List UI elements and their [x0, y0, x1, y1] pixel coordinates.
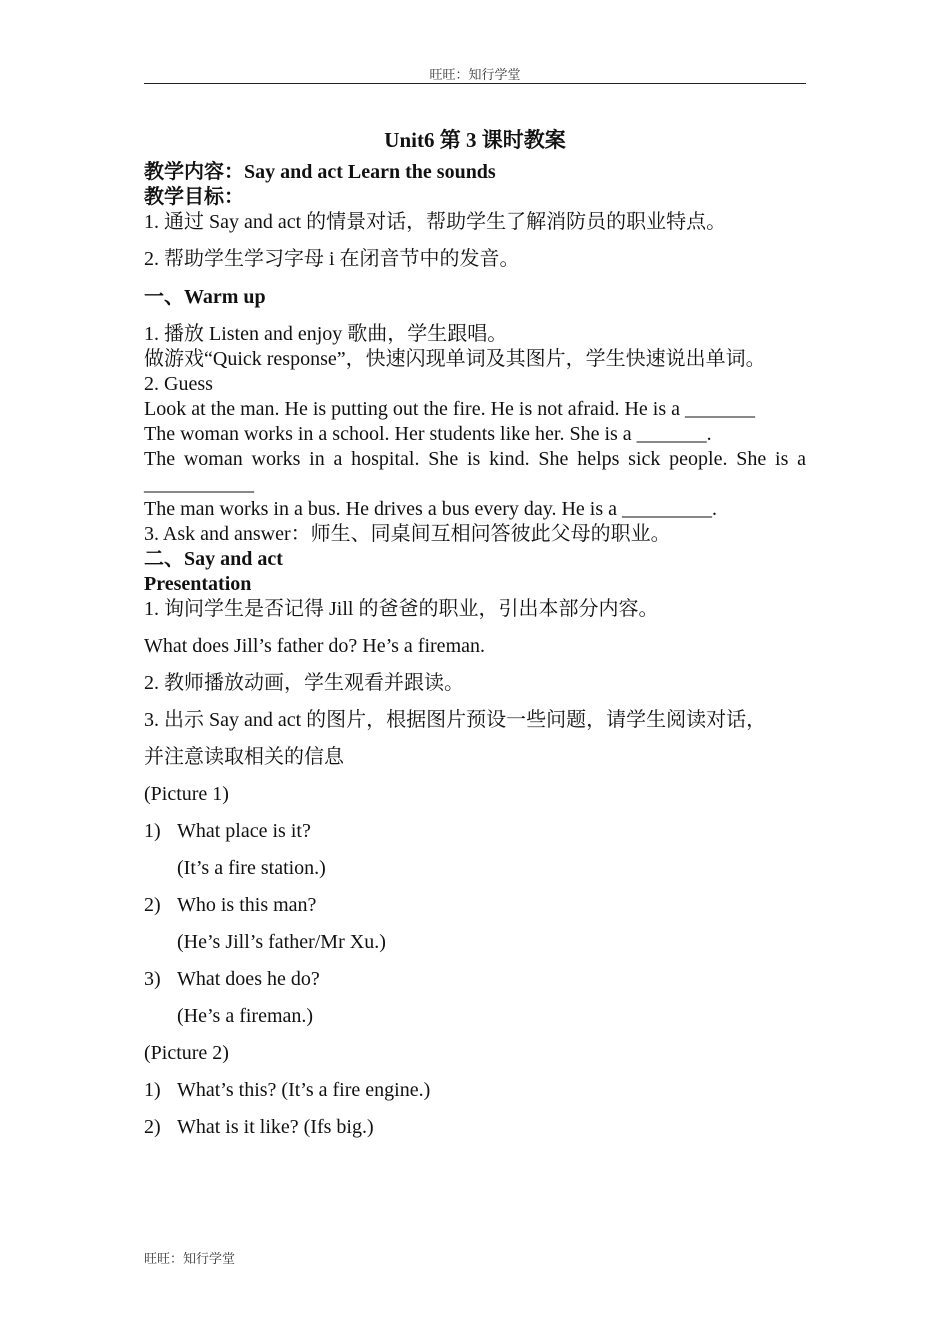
picture-1-label: (Picture 1) [144, 783, 229, 805]
picture-2-label: (Picture 2) [144, 1042, 229, 1064]
item-question: What’s this? (It’s a fire engine.) [177, 1079, 431, 1101]
warm-up-step-1: 1. 播放 Listen and enjoy 歌曲，学生跟唱。 [144, 323, 508, 345]
item-number: 1) [144, 820, 161, 842]
teaching-content: 教学内容：Say and act Learn the sounds [144, 161, 496, 183]
presentation-step-3: 3. 出示 Say and act 的图片，根据图片预设一些问题，请学生阅读对话， [144, 709, 767, 731]
goal-2: 2. 帮助学生学习字母 i 在闭音节中的发音。 [144, 248, 520, 270]
page-header: 旺旺：知行学堂 [429, 67, 521, 82]
guess-sentence-1: Look at the man. He is putting out the fire. He is not afraid. He is a _______ [144, 398, 755, 420]
goal-1: 1. 通过 Say and act 的情景对话，帮助学生了解消防员的职业特点。 [144, 211, 727, 233]
warm-up-step-2: 2. Guess [144, 373, 213, 395]
item-number: 3) [144, 968, 161, 990]
document-body [144, 160, 806, 1140]
presentation-question: What does Jill’s father do? He’s a fireman. [144, 635, 485, 657]
warm-up-game: 做游戏“Quick response”，快速闪现单词及其图片，学生快速说出单词。 [144, 348, 766, 370]
list-item [144, 1078, 806, 1103]
presentation-heading: Presentation [144, 573, 252, 595]
list-item [144, 967, 806, 992]
item-question: Who is this man? [177, 894, 317, 916]
item-number: 1) [144, 1079, 161, 1101]
page-footer: 旺旺：知行学堂 [144, 1251, 236, 1266]
item-number: 2) [144, 894, 161, 916]
list-item [144, 1115, 806, 1140]
item-question: What does he do? [177, 968, 320, 990]
presentation-step-2: 2. 教师播放动画，学生观看并跟读。 [144, 672, 464, 694]
list-item [144, 819, 806, 844]
guess-sentence-2: The woman works in a school. Her students like her. She is a _______. [144, 423, 712, 445]
section-say-and-act: 二、Say and act [144, 548, 283, 570]
document-title: Unit6 第 3 课时教案 [384, 128, 566, 152]
presentation-step-1: 1. 询问学生是否记得 Jill 的爸爸的职业，引出本部分内容。 [144, 598, 659, 620]
teaching-goals-label: 教学目标： [144, 186, 244, 208]
item-answer: (He’s a fireman.) [177, 1005, 314, 1027]
guess-sentence-4: The man works in a bus. He drives a bus every day. He is a _________. [144, 498, 718, 520]
item-question: What place is it? [177, 820, 311, 842]
item-question: What is it like? (Ifs big.) [177, 1116, 374, 1138]
list-item [144, 893, 806, 918]
presentation-step-3-cont: 并注意读取相关的信息 [144, 746, 344, 768]
item-answer: (He’s Jill’s father/Mr Xu.) [177, 931, 386, 953]
guess-sentence-3: The woman works in a hospital. She is kind. She helps sick people. She is a ___________ [144, 448, 806, 495]
warm-up-step-3: 3. Ask and answer：师生、同桌间互相问答彼此父母的职业。 [144, 523, 671, 545]
item-answer: (It’s a fire station.) [177, 857, 326, 879]
item-number: 2) [144, 1116, 161, 1138]
header-rule [144, 83, 806, 84]
section-warm-up: 一、Warm up [144, 286, 266, 308]
